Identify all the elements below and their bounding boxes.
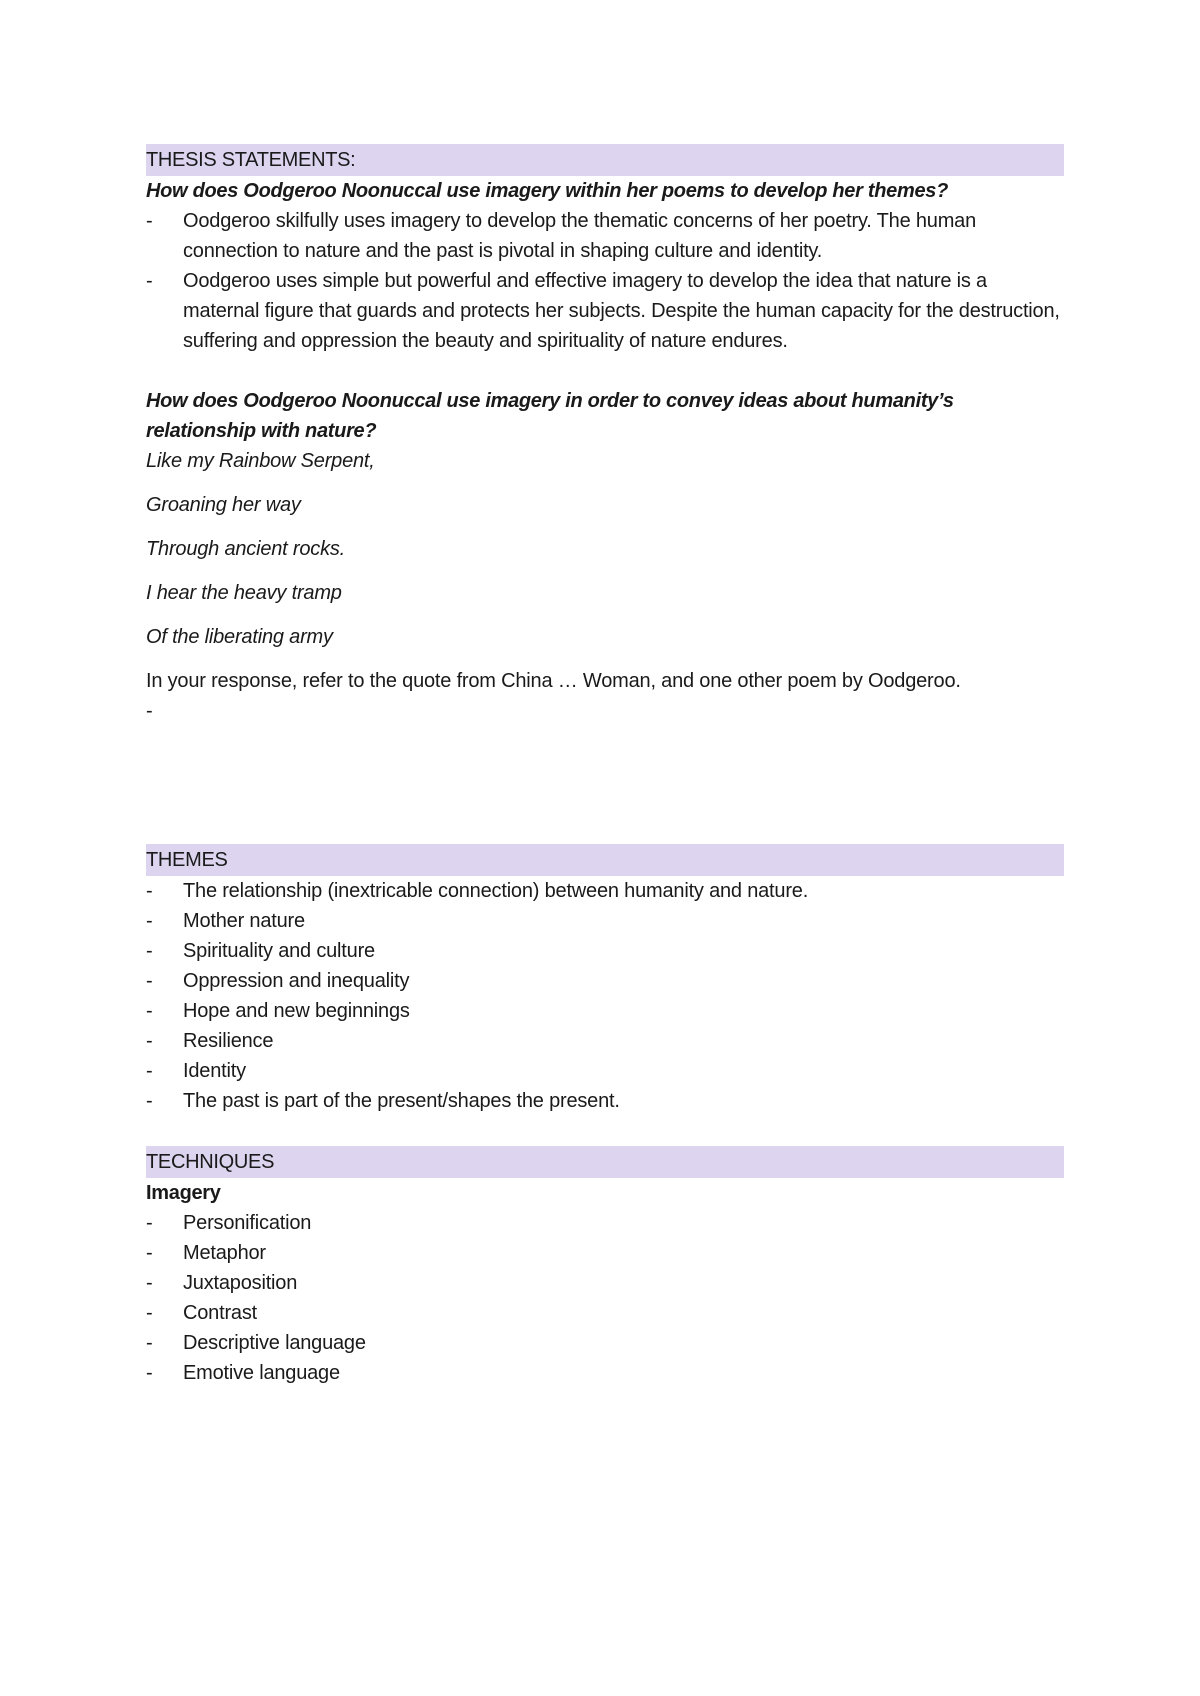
- dash-marker: -: [146, 1030, 153, 1052]
- dash-marker: -: [146, 1302, 153, 1324]
- themes-list: [146, 876, 1064, 1116]
- list-item: [146, 1358, 1064, 1388]
- dash-marker: -: [146, 1060, 153, 1082]
- techniques-heading: TECHNIQUES: [146, 1146, 1064, 1178]
- theme-item: The relationship (inextricable connection) between humanity and nature.: [183, 880, 809, 902]
- theme-item: Mother nature: [183, 910, 305, 932]
- dash-marker: -: [146, 970, 153, 992]
- list-item: [146, 906, 1064, 936]
- list-item: [146, 966, 1064, 996]
- theme-item: Identity: [183, 1060, 246, 1082]
- dash-marker: -: [146, 1212, 153, 1234]
- technique-item: Personification: [183, 1212, 312, 1234]
- list-item: [146, 266, 1064, 356]
- dash-marker: -: [146, 1000, 153, 1022]
- techniques-list: [146, 1208, 1064, 1388]
- dash-marker: -: [146, 940, 153, 962]
- dash-marker: -: [146, 1272, 153, 1294]
- list-item: [146, 1086, 1064, 1116]
- themes-heading: THEMES: [146, 844, 1064, 876]
- quote-line: Groaning her way: [146, 494, 301, 516]
- technique-item: Metaphor: [183, 1242, 266, 1264]
- document-page: [146, 144, 1064, 1388]
- poem-quote: [146, 446, 1064, 652]
- quote-line: Like my Rainbow Serpent,: [146, 450, 375, 472]
- list-item: [146, 206, 1064, 266]
- list-item: [146, 876, 1064, 906]
- list-item: [146, 1268, 1064, 1298]
- dash-marker: -: [146, 1242, 153, 1264]
- list-item: [146, 936, 1064, 966]
- theme-item: Oppression and inequality: [183, 970, 410, 992]
- list-item: [146, 1298, 1064, 1328]
- instruction-text: In your response, refer to the quote from China … Woman, and one other poem by Oodgeroo.: [146, 670, 961, 692]
- quote-line: Of the liberating army: [146, 626, 333, 648]
- list-item: [146, 1026, 1064, 1056]
- list-item: [146, 1056, 1064, 1086]
- quote-line: I hear the heavy tramp: [146, 582, 342, 604]
- technique-item: Descriptive language: [183, 1332, 366, 1354]
- list-item: [146, 1328, 1064, 1358]
- thesis-bullet-text: Oodgeroo skilfully uses imagery to develop the thematic concerns of her poetry. The human connection to nature and the past is pivotal in shaping culture and identity.: [183, 210, 977, 262]
- thesis-question-2: How does Oodgeroo Noonuccal use imagery in order to convey ideas about humanity’s relationship with nature?: [146, 390, 954, 442]
- dash-marker: -: [146, 910, 153, 932]
- dash-marker: -: [146, 880, 153, 902]
- theme-item: The past is part of the present/shapes the present.: [183, 1090, 620, 1112]
- list-item: [146, 996, 1064, 1026]
- dash-marker: -: [146, 210, 153, 232]
- technique-item: Juxtaposition: [183, 1272, 298, 1294]
- technique-item: Emotive language: [183, 1362, 340, 1384]
- dash-marker: -: [146, 270, 153, 292]
- theme-item: Spirituality and culture: [183, 940, 375, 962]
- dash-marker: -: [146, 1332, 153, 1354]
- quote-line: Through ancient rocks.: [146, 538, 346, 560]
- thesis-bullet-list: [146, 206, 1064, 356]
- list-item: [146, 1208, 1064, 1238]
- thesis-bullet-text: Oodgeroo uses simple but powerful and effective imagery to develop the idea that nature is a maternal figure that guards and protects her subjects. Despite the human capacity for the destruction, suffering and oppression the beauty and spirituality of nature endures.: [183, 270, 1060, 352]
- list-item: [146, 1238, 1064, 1268]
- thesis-question-1: How does Oodgeroo Noonuccal use imagery within her poems to develop her themes?: [146, 180, 949, 202]
- empty-dash-item: -: [146, 700, 153, 722]
- theme-item: Hope and new beginnings: [183, 1000, 410, 1022]
- dash-marker: -: [146, 1362, 153, 1384]
- thesis-heading: THESIS STATEMENTS:: [146, 144, 1064, 176]
- dash-marker: -: [146, 1090, 153, 1112]
- technique-item: Contrast: [183, 1302, 257, 1324]
- theme-item: Resilience: [183, 1030, 274, 1052]
- techniques-subheading: Imagery: [146, 1182, 221, 1204]
